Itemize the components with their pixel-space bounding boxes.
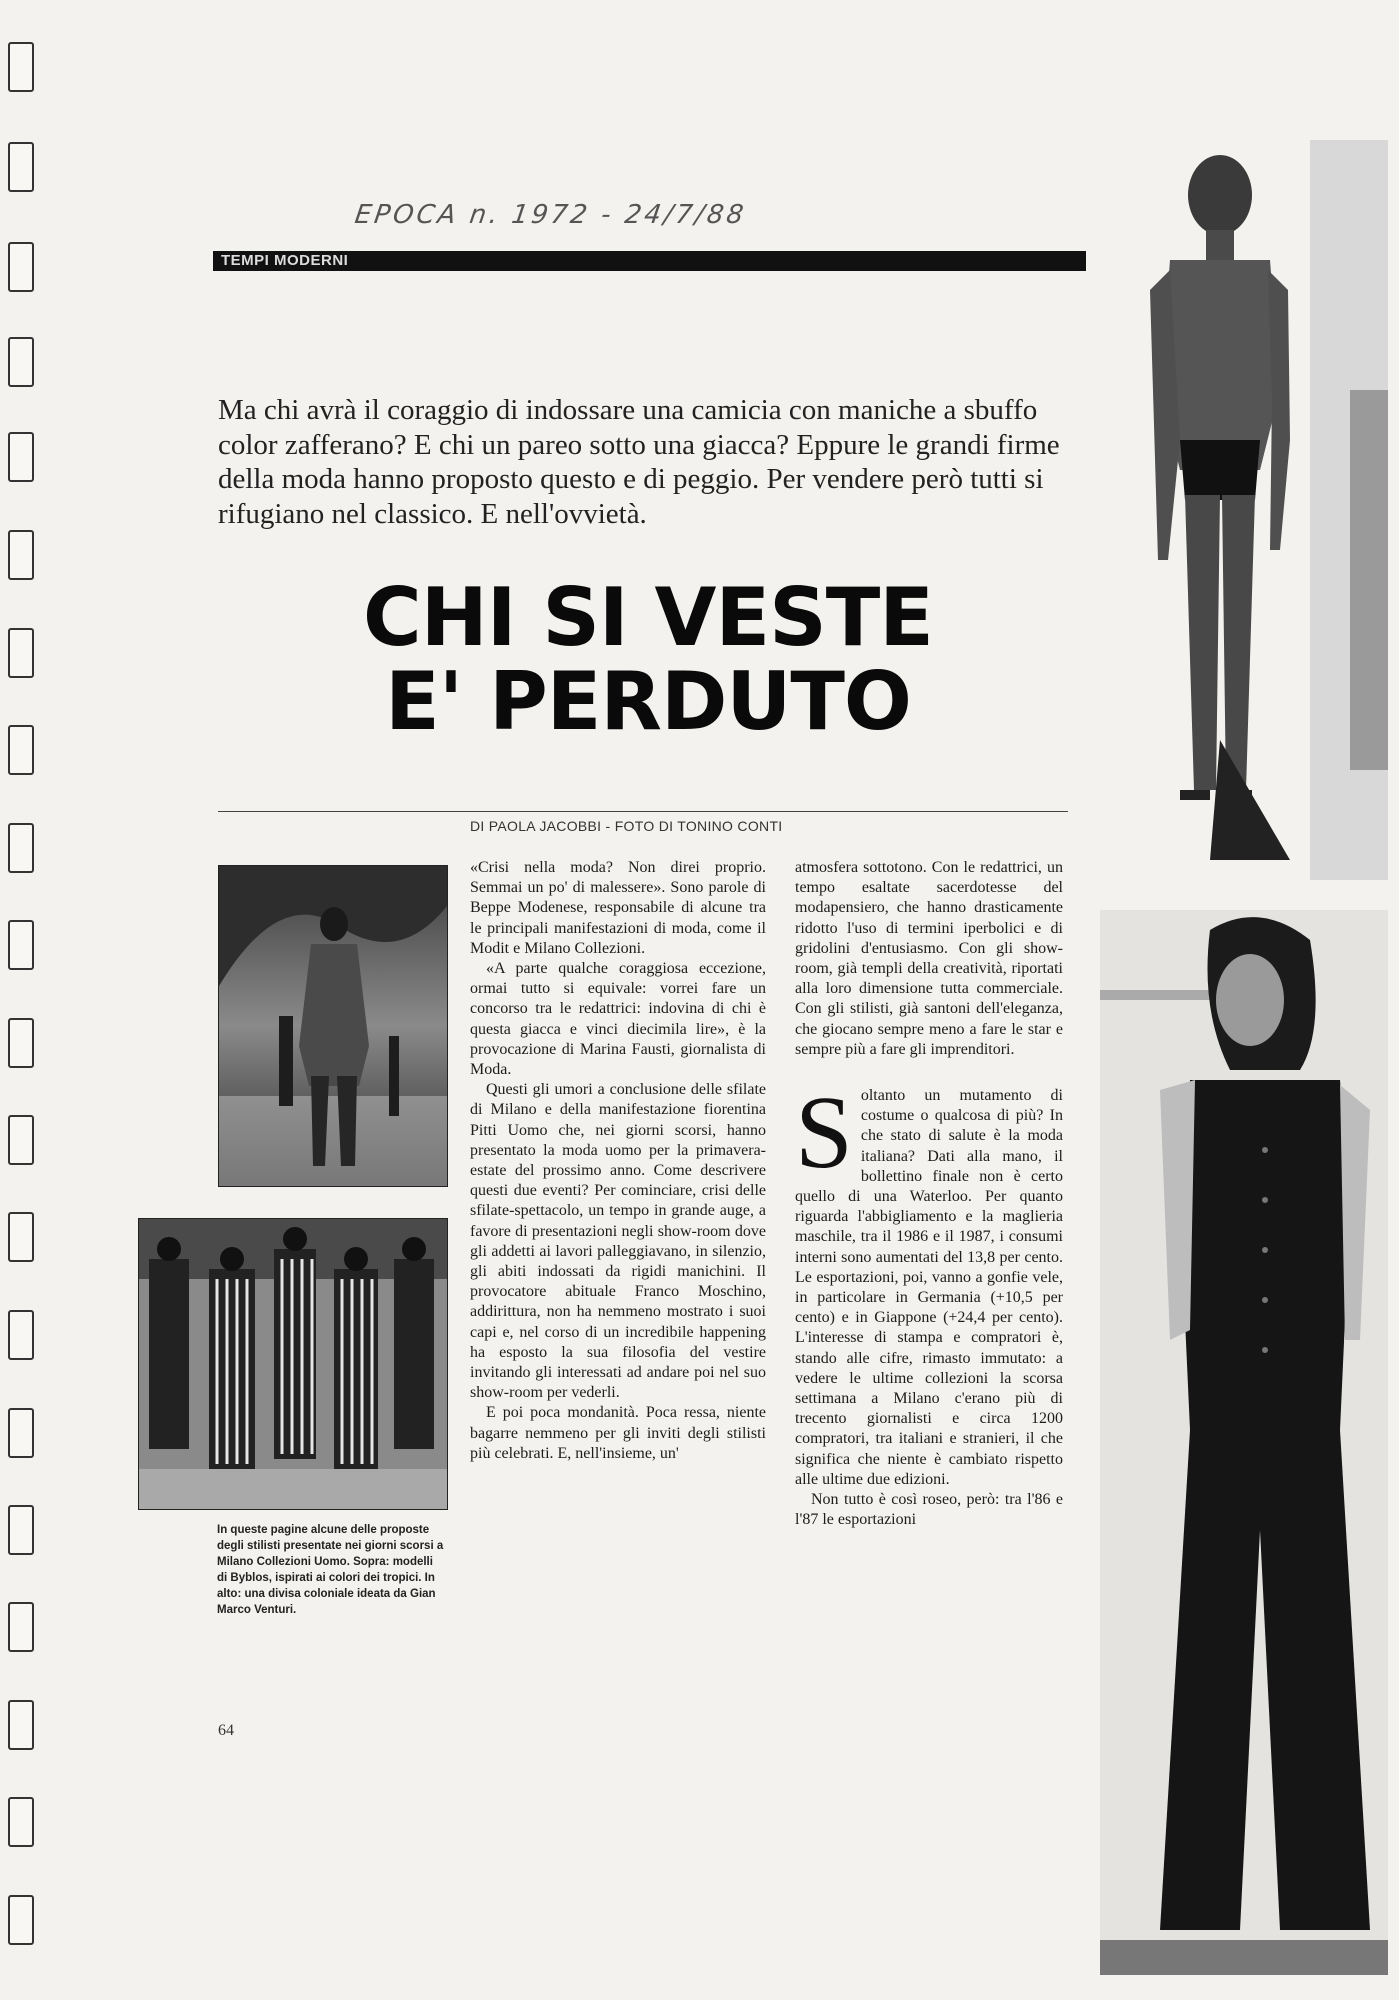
- paragraph: E poi poca mondanità. Poca ressa, niente bagarre nemmeno per gli inviti degli stilisti più celebrati. E, nell'insieme, un': [470, 1404, 766, 1462]
- binder-hole: [8, 1505, 34, 1555]
- binder-hole: [8, 1408, 34, 1458]
- paragraph: atmosfera sottotono. Con le redattrici, un tempo esaltate sacerdotesse del modapensiero, che hanno drasticamente ridotto l'uso di termini iperbolici e di gridolini d'entusiasmo. Con gli show-room, già templi della creatività, riportati alla loro dimensione tutta commerciale. Con gli stilisti, già santoni dell'eleganza, che giocano sempre meno a fare le star e sempre più a fare gli imprenditori.: [795, 859, 1063, 1058]
- binder-hole: [8, 1895, 34, 1945]
- swimwear-model-photo: [1150, 140, 1388, 880]
- dropcap-letter: S: [795, 1075, 853, 1191]
- binder-hole: [8, 920, 34, 970]
- swimwear-model-image: [1150, 140, 1388, 880]
- binder-hole: [8, 1018, 34, 1068]
- runway-photo-image: [219, 866, 447, 1186]
- dropcap-paragraph: [795, 1075, 1063, 1490]
- article-deck: Ma chi avrà il coraggio di indossare una camicia con maniche a sbuffo color zafferano? E chi un pareo sotto una giacca? Eppure le grandi firme della moda hanno proposto questo e di peggio. Per vendere però tutti si rifugiano nel classico. E nell'ovvietà.: [218, 394, 1060, 530]
- binder-hole: [8, 42, 34, 92]
- article-headline: [318, 571, 978, 748]
- binder-hole: [8, 432, 34, 482]
- jumpsuit-model-image: [1100, 910, 1388, 1975]
- headline-line-1: CHI SI VESTE: [363, 571, 933, 664]
- runway-photo: [218, 865, 448, 1187]
- paragraph: «Crisi nella moda? Non direi proprio. Semmai un po' di malessere». Sono parole di Beppe Modenese, responsabile di alcune tra le principali manifestazioni di moda, come il Modit e Milano Collezioni.: [470, 859, 766, 957]
- article-column-1: [470, 858, 766, 1464]
- headline-line-2: E' PERDUTO: [385, 655, 911, 748]
- binder-hole: [8, 1212, 34, 1262]
- binder-hole: [8, 1797, 34, 1847]
- byblos-group-photo: [138, 1218, 448, 1510]
- binder-hole: [8, 725, 34, 775]
- paragraph: Questi gli umori a conclusione delle sfilate di Milano e della manifestazione fiorentina Pitti Uomo che, nei giorni scorsi, hanno presentato la moda uomo per la primavera-estate del prossimo anno. Come descrivere questi due eventi? Per cominciare, crisi delle sfilate-spettacolo, un tempo in grande auge, a favore di presentazioni negli show-room dove gli addetti ai lavori palleggiavano, in silenzio, gli abiti indossati da rigidi manichini. Il provocatore abituale Franco Moschino, addirittura, non ha nemmeno mostrato i suoi capi e, nel corso di un incredibile happening ha esposto la sua filosofia del vestire invitando gli interessati ad andare poi nel suo show-room per vederli.: [470, 1081, 766, 1402]
- binder-hole: [8, 1602, 34, 1652]
- section-label: TEMPI MODERNI: [221, 252, 349, 269]
- binder-hole: [8, 337, 34, 387]
- binder-hole: [8, 1700, 34, 1750]
- handwritten-annotation: EPOCA n. 1972 - 24/7/88: [352, 200, 749, 230]
- binder-hole: [8, 142, 34, 192]
- byblos-group-image: [139, 1219, 447, 1509]
- section-bar: [213, 251, 1086, 271]
- byline: DI PAOLA JACOBBI - FOTO DI TONINO CONTI: [470, 818, 783, 834]
- binder-hole: [8, 530, 34, 580]
- binder-hole: [8, 823, 34, 873]
- paragraph: oltanto un mutamento di costume o qualcosa di più? In che stato di salute è la moda italiana? Dati alla mano, il bollettino finale non è certo quello di una Waterloo. Per quanto riguarda l'abbigliamento e la maglieria maschile, tra il 1986 e il 1987, i consumi interni sono aumentati del 13,8 per cento. Le esportazioni, poi, vanno a gonfie vele, in particolare in Germania (+10,5 per cento) e in Giappone (+24,4 per cento). L'interesse di stampa e compratori è, stando alle cifre, rimasto immutato: a vedere le ultime collezioni la scorsa settimana a Milano c'erano più di trecento giornalisti e circa 1200 compratori, tra italiani e stranieri, il che significa che niente è cambiato rispetto alle ultime due edizioni.: [795, 1087, 1063, 1488]
- page-number: 64: [218, 1722, 234, 1739]
- binder-hole: [8, 1115, 34, 1165]
- photo-caption: In queste pagine alcune delle proposte degli stilisti presentate nei giorni scorsi a Milano Collezioni Uomo. Sopra: modelli di Byblos, ispirati ai colori dei tropici. In alto: una divisa coloniale ideata da Gian Marco Venturi.: [217, 1524, 444, 1616]
- binder-hole: [8, 242, 34, 292]
- paragraph: «A parte qualche coraggiosa eccezione, ormai tutto si equivale: vorrei fare un concorso tra le redattrici: indovina di chi è questa giacca e vinci diecimila lire», è la provocazione di Marina Fausti, giornalista di Moda.: [470, 960, 766, 1079]
- binder-hole: [8, 628, 34, 678]
- jumpsuit-model-photo: [1100, 910, 1388, 1975]
- binder-hole: [8, 1310, 34, 1360]
- article-column-2: [795, 858, 1063, 1531]
- byline-rule: [218, 811, 1068, 812]
- paragraph: Non tutto è così roseo, però: tra l'86 e l'87 le esportazioni: [795, 1491, 1063, 1529]
